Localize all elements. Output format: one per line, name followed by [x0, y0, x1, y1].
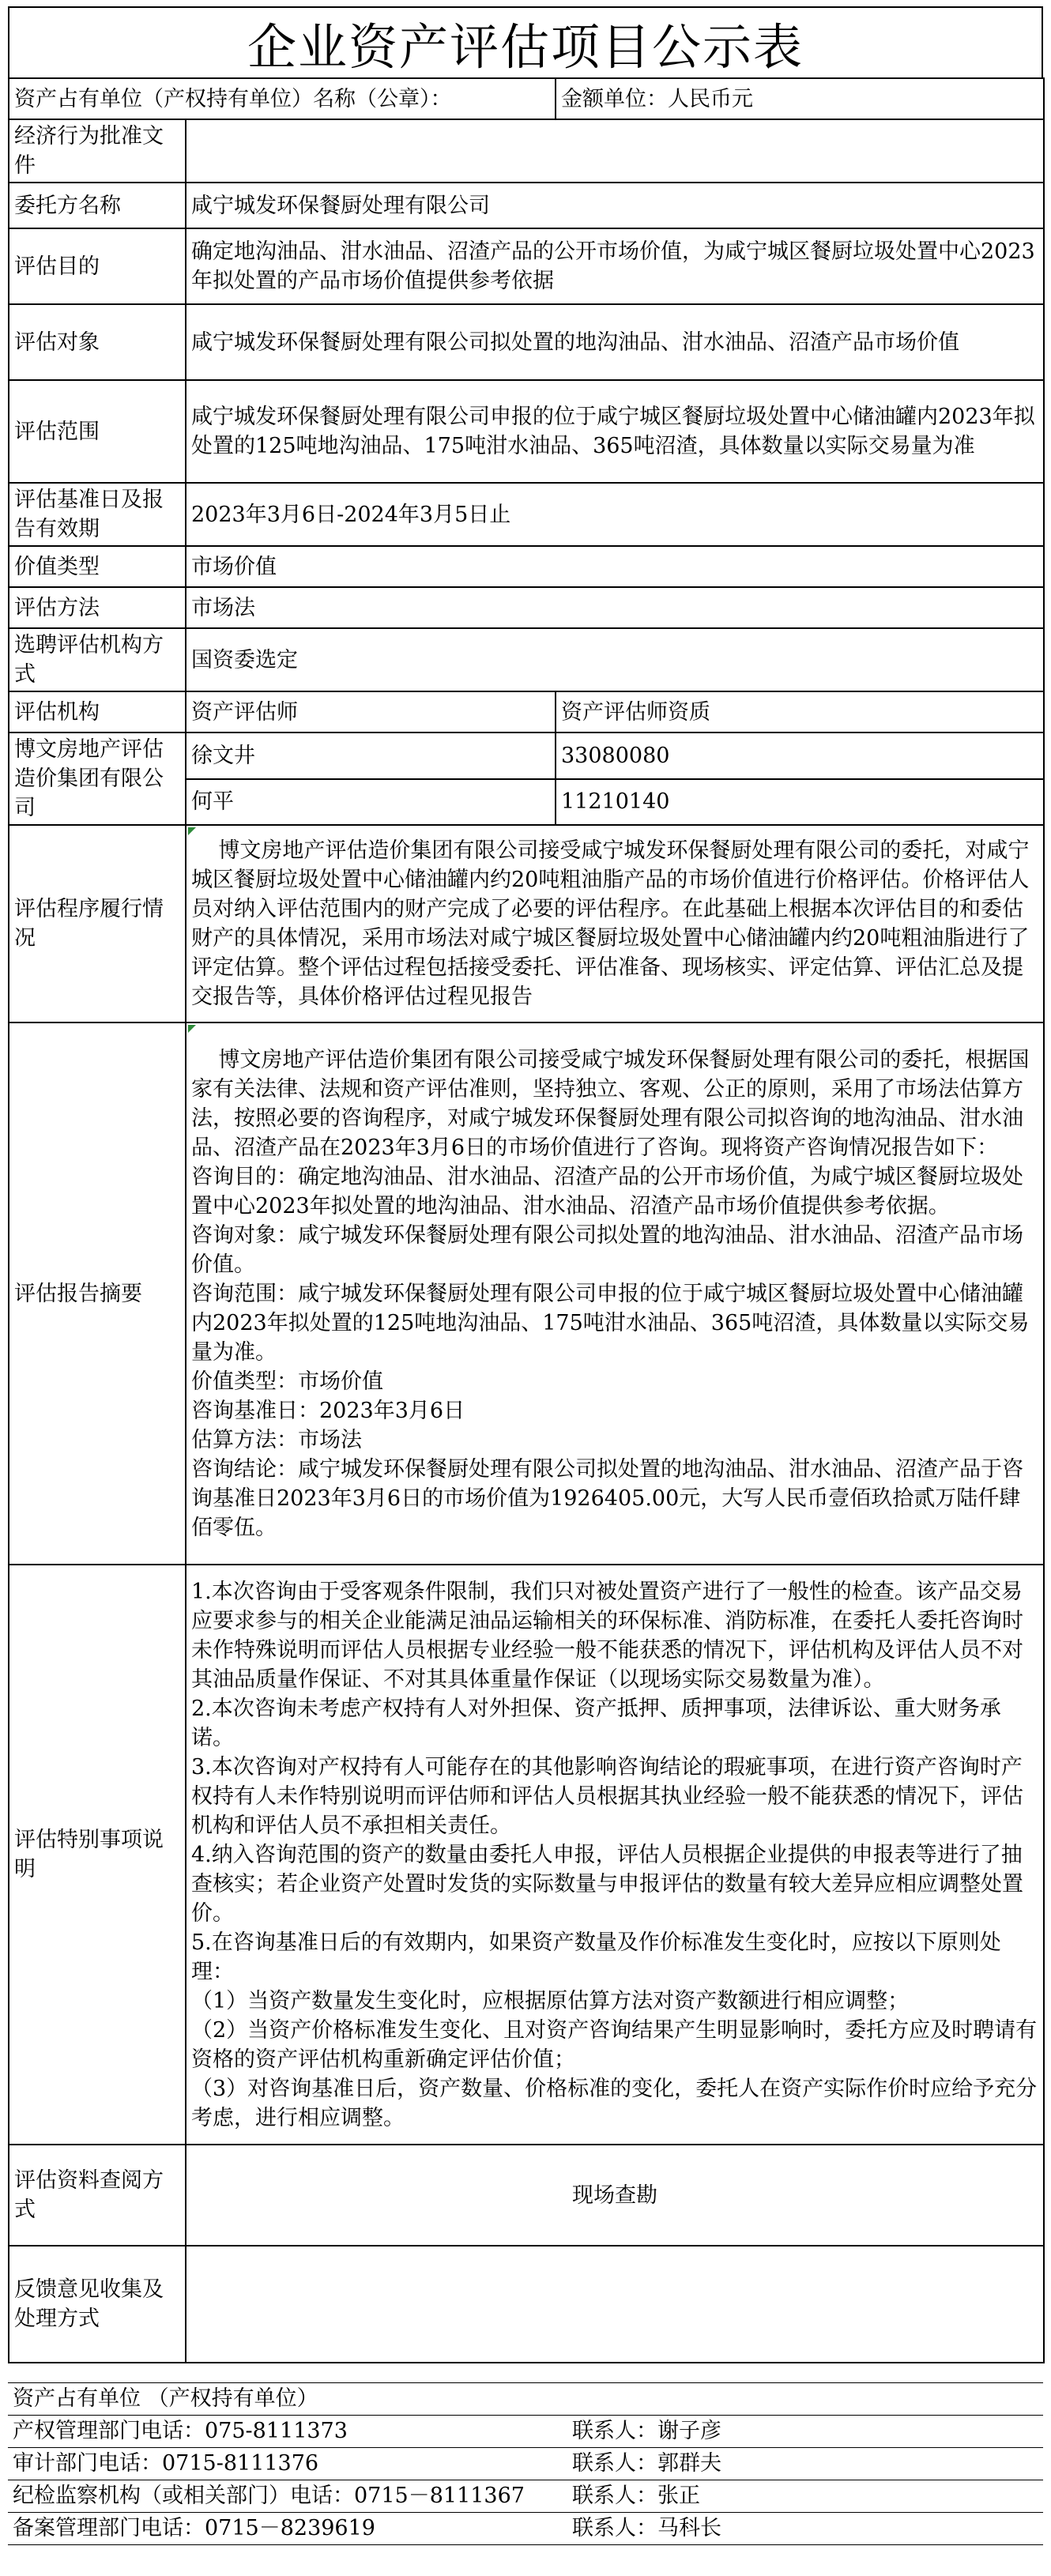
summary-label: 评估报告摘要: [9, 1022, 186, 1565]
summary-value: 博文房地产评估造价集团有限公司接受咸宁城发环保餐厨处理有限公司的委托，根据国家有关法律、法规和资产评估准则，坚持独立、客观、公正的原则，采用了市场法估算方法，按照必要的咨询程序，对咸宁城发环保餐厨处理有限公司拟咨询的地沟油品、泔水油品、沼渣产品在2023年3月6日的市场价值进行了咨询。现将资产咨询情况报告如下： 咨询目的：确定地沟油品、泔水油品、沼渣产品的公开市场价值，为咸宁城区餐厨垃圾处置中心2023年拟处置的地沟油品、泔水油品、沼渣产品市场价值提供参考依据。 咨询对象：咸宁城发环保餐厨处理有限公司拟处置的地沟油品、泔水油品、沼渣产品市场价值。 咨询范围：咸宁城发环保餐厨处理有限公司申报的位于咸宁城区餐厨垃圾处置中心储油罐内2023年拟处置的125吨地沟油品、175吨泔水油品、365吨沼渣，具体数量以实际交易量为准。 价值类型：市场价值 咨询基准日：2023年3月6日 估算方法：市场法 咨询结论：咸宁城发环保餐厨处理有限公司拟处置的地沟油品、泔水油品、沼渣产品于咨询基准日2023年3月6日的市场价值为1926405.00元，大写人民币壹佰玖拾贰万陆仟肆佰零伍。: [186, 1022, 1044, 1565]
appraiser-name: 何平: [186, 779, 556, 826]
page-title: 企业资产评估项目公示表: [8, 6, 1043, 77]
purpose-value: 确定地沟油品、泔水油品、沼渣产品的公开市场价值，为咸宁城区餐厨垃圾处置中心2023年拟处置的产品市场价值提供参考依据: [186, 228, 1044, 304]
form-table: [8, 77, 1045, 2363]
amount-unit: 金额单位：人民币元: [556, 78, 1044, 119]
base-date-label: 评估基准日及报告有效期: [9, 483, 186, 546]
value-type-value: 市场价值: [186, 546, 1044, 587]
appraiser-cert: 11210140: [556, 779, 1044, 826]
agency-col-appraiser: 资产评估师: [186, 691, 556, 733]
special-value: 1.本次咨询由于受客观条件限制，我们只对被处置资产进行了一般性的检查。该产品交易应要求参与的相关企业能满足油品运输相关的环保标准、消防标准，在委托人委托咨询时未作特殊说明而评估人员根据专业经验一般不能获悉的情况下，评估机构及评估人员不对其油品质量作保证、不对其具体重量作保证（以现场实际交易数量为准）。 2.本次咨询未考虑产权持有人对外担保、资产抵押、质押事项，法律诉讼、重大财务承诺。 3.本次咨询对产权持有人可能存在的其他影响咨询结论的瑕疵事项，在进行资产咨询时产权持有人未作特别说明而评估师和评估人员根据其执业经验一般不能获悉的情况下，评估机构和评估人员不承担相关责任。 4.纳入咨询范围的资产的数量由委托人申报，评估人员根据企业提供的申报表等进行了抽查核实；若企业资产处置时发货的实际数量与申报评估的数量有较大差异应相应调整处置价。 5.在咨询基准日后的有效期内，如果资产数量及作价标准发生变化时，应按以下原则处理： （1）当资产数量发生变化时，应根据原估算方法对资产数额进行相应调整； （2）当资产价格标准发生变化、且对资产咨询结果产生明显影响时，委托方应及时聘请有资格的资产评估机构重新确定评估价值； （3）对咨询基准日后，资产数量、价格标准的变化，委托人在资产实际作价时应给予充分考虑，进行相应调整。: [186, 1565, 1044, 2145]
contact-person: 联系人：马科长: [567, 2513, 1043, 2545]
contact-person: 联系人：张正: [567, 2480, 1043, 2513]
procedure-label: 评估程序履行情况: [9, 825, 186, 1022]
client-value: 咸宁城发环保餐厨处理有限公司: [186, 183, 1044, 228]
purpose-label: 评估目的: [9, 228, 186, 304]
scope-label: 评估范围: [9, 380, 186, 483]
contact-person: 联系人：郭群夫: [567, 2448, 1043, 2480]
object-label: 评估对象: [9, 304, 186, 380]
method-label: 评估方法: [9, 587, 186, 628]
approval-doc-value: [186, 119, 1044, 183]
contact-dept: 备案管理部门电话：0715－8239619: [8, 2513, 567, 2545]
footer-owner-blank: [567, 2383, 1043, 2416]
object-value: 咸宁城发环保餐厨处理有限公司拟处置的地沟油品、泔水油品、沼渣产品市场价值: [186, 304, 1044, 380]
client-label: 委托方名称: [9, 183, 186, 228]
appraiser-name: 徐文井: [186, 733, 556, 779]
disclosure-form: [8, 6, 1043, 2545]
feedback-value: [186, 2246, 1044, 2363]
method-value: 市场法: [186, 587, 1044, 628]
review-label: 评估资料查阅方式: [9, 2145, 186, 2246]
value-type-label: 价值类型: [9, 546, 186, 587]
appraiser-cert: 33080080: [556, 733, 1044, 779]
contact-footer: [8, 2382, 1043, 2545]
approval-doc-label: 经济行为批准文件: [9, 119, 186, 183]
selection-value: 国资委选定: [186, 628, 1044, 691]
special-label: 评估特别事项说明: [9, 1565, 186, 2145]
review-value: 现场查勘: [186, 2145, 1044, 2246]
base-date-value: 2023年3月6日-2024年3月5日止: [186, 483, 1044, 546]
procedure-value: 博文房地产评估造价集团有限公司接受咸宁城发环保餐厨处理有限公司的委托，对咸宁城区餐厨垃圾处置中心储油罐内约20吨粗油脂产品的市场价值进行价格评估。价格评估人员对纳入评估范围内的财产完成了必要的评估程序。在此基础上根据本次评估目的和委估财产的具体情况，采用市场法对咸宁城区餐厨垃圾处置中心储油罐内约20吨粗油脂进行了评定估算。整个评估过程包括接受委托、评估准备、现场核实、评定估算、评估汇总及提交报告等，具体价格评估过程见报告: [186, 825, 1044, 1022]
selection-label: 选聘评估机构方式: [9, 628, 186, 691]
agency-name: 博文房地产评估造价集团有限公司: [9, 733, 186, 825]
contact-person: 联系人：谢子彦: [567, 2416, 1043, 2448]
owner-label: 资产占有单位（产权持有单位）名称（公章）：: [9, 78, 556, 119]
agency-label: 评估机构: [9, 691, 186, 733]
contact-dept: 产权管理部门电话：075-8111373: [8, 2416, 567, 2448]
agency-col-qualification: 资产评估师资质: [556, 691, 1044, 733]
feedback-label: 反馈意见收集及处理方式: [9, 2246, 186, 2363]
scope-value: 咸宁城发环保餐厨处理有限公司申报的位于咸宁城区餐厨垃圾处置中心储油罐内2023年拟处置的125吨地沟油品、175吨泔水油品、365吨沼渣，具体数量以实际交易量为准: [186, 380, 1044, 483]
contact-dept: 审计部门电话：0715-8111376: [8, 2448, 567, 2480]
footer-owner: 资产占有单位 （产权持有单位）: [8, 2383, 567, 2416]
contact-dept: 纪检监察机构（或相关部门）电话：0715－8111367: [8, 2480, 567, 2513]
